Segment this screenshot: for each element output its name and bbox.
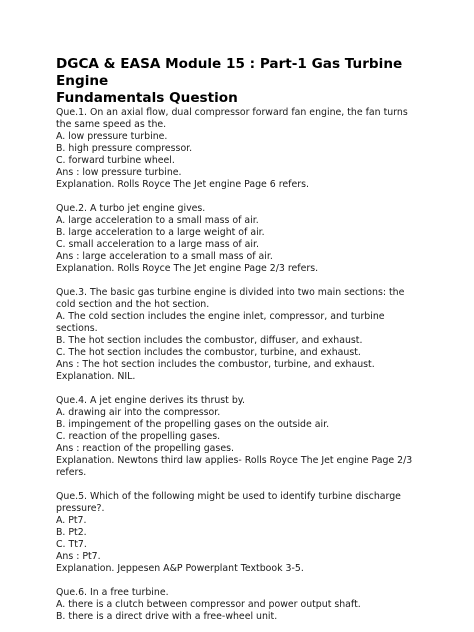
question-block-1 [56,107,416,191]
question-block-5 [56,491,416,575]
title-line-2: Fundamentals Question [56,90,238,106]
option-b: B. large acceleration to a large weight of air. [56,227,265,238]
answer-text: Ans : reaction of the propelling gases. [56,443,234,454]
option-c: C. The hot section includes the combustor, turbine, and exhaust. [56,347,361,358]
question-text: Que.2. A turbo jet engine gives. [56,203,206,214]
answer-text: Ans : The hot section includes the combustor, turbine, and exhaust. [56,359,375,370]
option-a: A. The cold section includes the engine inlet, compressor, and turbine sections. [56,311,385,334]
option-b: B. The hot section includes the combustor, diffuser, and exhaust. [56,335,363,346]
explanation-text: Explanation. Newtons third law applies- Rolls Royce The Jet engine Page 2/3 refers. [56,455,413,478]
explanation-text: Explanation. Jeppesen A&P Powerplant Textbook 3-5. [56,563,304,574]
question-text: Que.6. In a free turbine. [56,587,169,598]
question-block-2 [56,203,416,275]
question-block-6 [56,587,416,623]
option-c: C. small acceleration to a large mass of air. [56,239,260,250]
explanation-text: Explanation. Rolls Royce The Jet engine Page 2/3 refers. [56,263,319,274]
explanation-text: Explanation. Rolls Royce The Jet engine Page 6 refers. [56,179,309,190]
question-text: Que.4. A jet engine derives its thrust by. [56,395,245,406]
explanation-text: Explanation. NIL. [56,371,136,382]
option-b: B. there is a direct drive with a free-wheel unit. [56,611,278,622]
document-title [56,56,416,107]
option-c: C. Tt7. [56,539,87,550]
option-c: C. forward turbine wheel. [56,155,175,166]
question-text: Que.5. Which of the following might be used to identify turbine discharge pressure?. [56,491,401,514]
option-b: B. Pt2. [56,527,87,538]
document-body [56,56,416,623]
option-b: B. high pressure compressor. [56,143,193,154]
answer-text: Ans : large acceleration to a small mass of air. [56,251,273,262]
option-a: A. Pt7. [56,515,87,526]
option-b: B. impingement of the propelling gases on the outside air. [56,419,330,430]
title-line-1: DGCA & EASA Module 15 : Part-1 Gas Turbine Engine [56,56,403,89]
answer-text: Ans : low pressure turbine. [56,167,182,178]
question-text: Que.3. The basic gas turbine engine is divided into two main sections: the cold section and the hot section. [56,287,405,310]
question-text: Que.1. On an axial flow, dual compressor forward fan engine, the fan turns the same speed as the. [56,107,408,130]
question-block-4 [56,395,416,479]
option-a: A. there is a clutch between compressor and power output shaft. [56,599,361,610]
question-block-3 [56,287,416,383]
option-a: A. drawing air into the compressor. [56,407,221,418]
option-a: A. large acceleration to a small mass of air. [56,215,259,226]
answer-text: Ans : Pt7. [56,551,101,562]
option-c: C. reaction of the propelling gases. [56,431,221,442]
option-a: A. low pressure turbine. [56,131,168,142]
